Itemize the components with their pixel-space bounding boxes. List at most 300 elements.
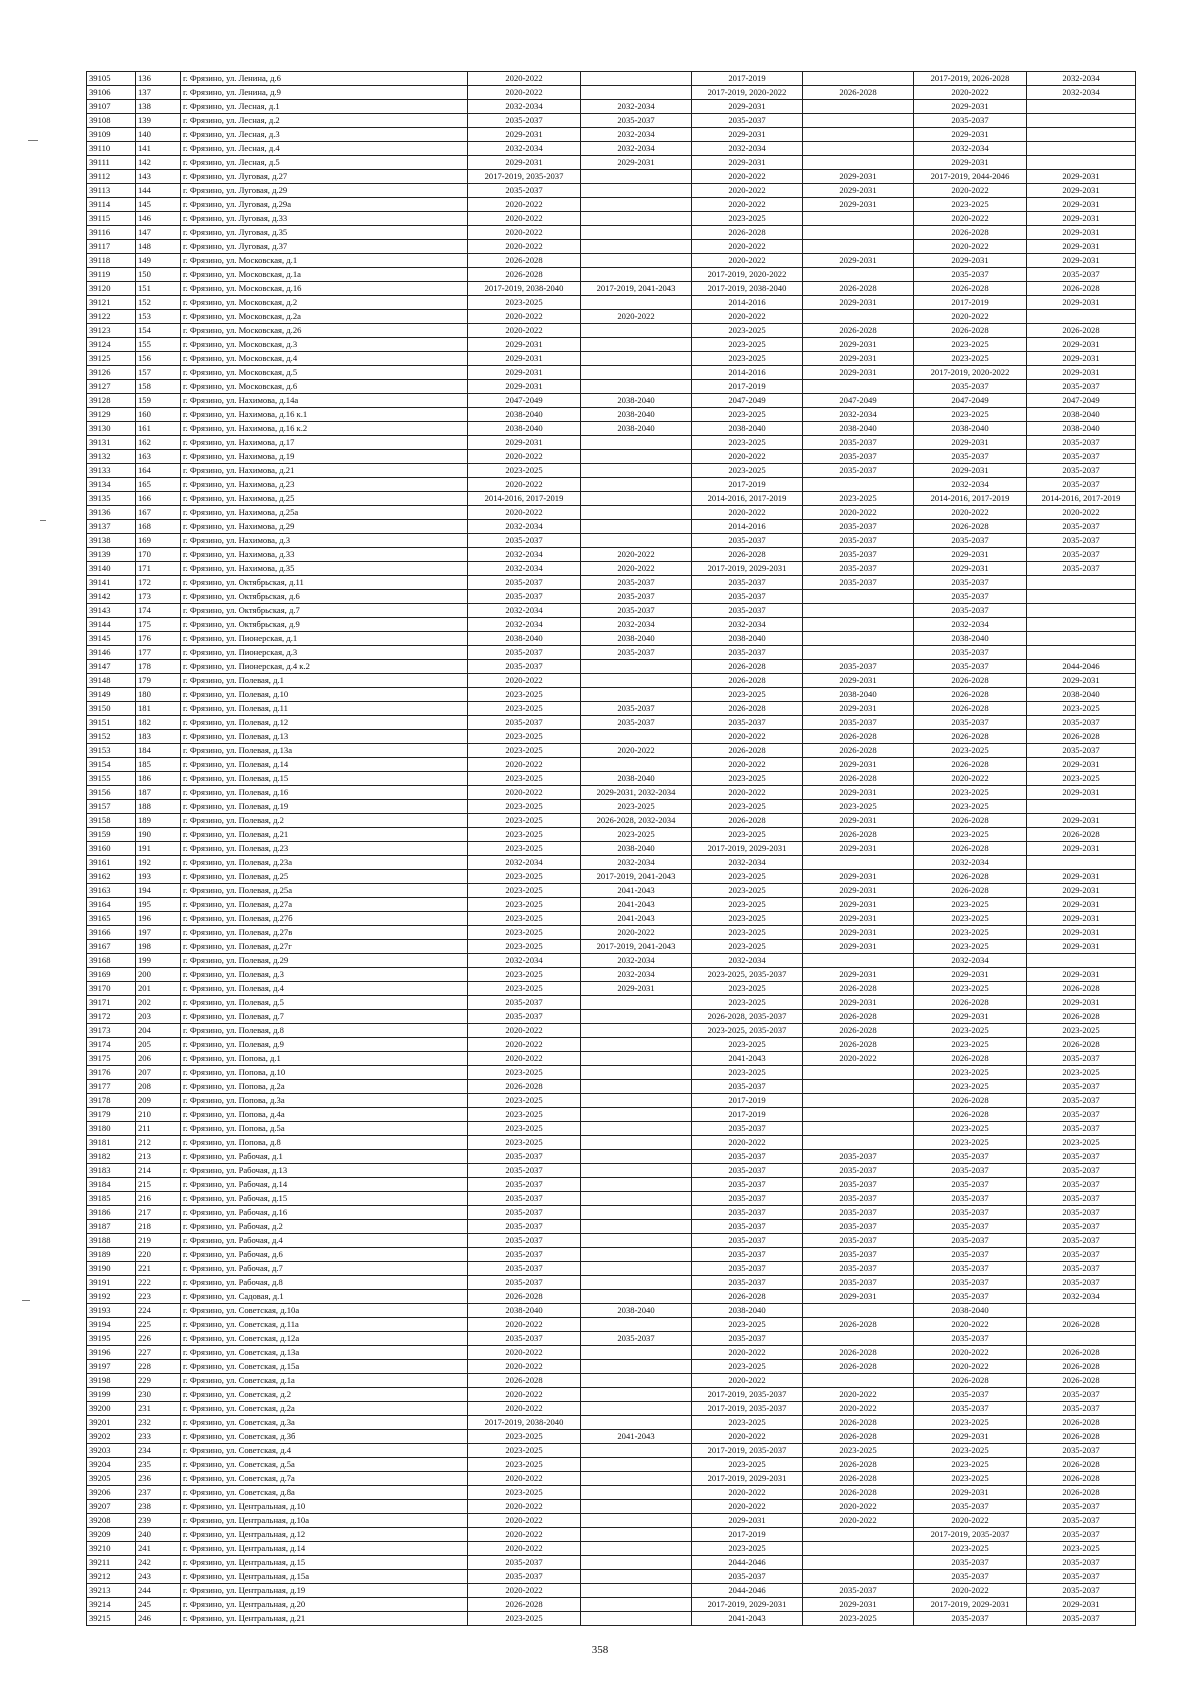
table-row [87,1192,1136,1206]
table-cell [1027,156,1136,170]
table-cell: 232 [136,1416,181,1430]
table-cell: 2026-2028 [468,1080,581,1094]
table-cell [581,520,692,534]
table-row [87,1304,1136,1318]
table-cell: 2035-2037 [692,114,803,128]
table-cell: 2023-2025 [803,800,914,814]
table-cell: 2029-2031 [1027,338,1136,352]
table-cell: 227 [136,1346,181,1360]
table-cell: 39197 [87,1360,136,1374]
table-cell: 2020-2022 [468,198,581,212]
table-cell: 2026-2028, 2035-2037 [692,1010,803,1024]
table-cell: 39202 [87,1430,136,1444]
table-cell: 2035-2037 [914,1290,1027,1304]
table-cell: 2023-2025 [468,1108,581,1122]
table-cell: 2035-2037 [1027,380,1136,394]
table-cell: 2026-2028 [1027,1038,1136,1052]
table-cell: 2029-2031 [803,674,914,688]
table-row [87,1248,1136,1262]
table-cell: 2026-2028 [1027,1458,1136,1472]
table-cell: 2023-2025 [914,1024,1027,1038]
table-cell: 203 [136,1010,181,1024]
table-cell: 39183 [87,1164,136,1178]
table-cell: г. Фрязино, ул. Центральная, д.12 [181,1528,468,1542]
table-cell: 163 [136,450,181,464]
table-row [87,352,1136,366]
table-cell: 39123 [87,324,136,338]
table-cell: г. Фрязино, ул. Нахимова, д.3 [181,534,468,548]
table-cell: 2038-2040 [803,688,914,702]
table-cell: 139 [136,114,181,128]
table-cell: г. Фрязино, ул. Советская, д.1а [181,1374,468,1388]
table-cell: 2026-2028 [803,1472,914,1486]
table-row [87,1598,1136,1612]
table-cell: 2035-2037 [914,380,1027,394]
table-cell: г. Фрязино, ул. Центральная, д.15а [181,1570,468,1584]
table-cell: 2023-2025 [468,702,581,716]
table-cell: 241 [136,1542,181,1556]
table-cell: 153 [136,310,181,324]
table-cell: 2023-2025 [914,1542,1027,1556]
table-cell: г. Фрязино, ул. Пионерская, д.4 к.2 [181,660,468,674]
table-row [87,1444,1136,1458]
table-cell: 2029-2031 [803,254,914,268]
table-cell [581,478,692,492]
table-cell: 187 [136,786,181,800]
table-cell: 2029-2031 [803,366,914,380]
table-cell: г. Фрязино, ул. Попова, д.2а [181,1080,468,1094]
table-cell: 2026-2028 [914,520,1027,534]
table-cell [803,478,914,492]
table-cell: 2029-2031 [468,380,581,394]
table-cell [581,198,692,212]
table-row [87,296,1136,310]
table-cell: 2035-2037 [468,1150,581,1164]
table-cell: 2026-2028 [914,814,1027,828]
table-cell: 161 [136,422,181,436]
table-cell: 39149 [87,688,136,702]
table-cell [581,1234,692,1248]
table-cell: 199 [136,954,181,968]
table-cell: 39129 [87,408,136,422]
table-cell: 2035-2037 [581,646,692,660]
table-cell: г. Фрязино, ул. Попова, д.4а [181,1108,468,1122]
table-cell: 2023-2025 [914,1038,1027,1052]
table-cell: 2020-2022 [692,450,803,464]
table-cell: 2032-2034 [581,618,692,632]
table-cell: 228 [136,1360,181,1374]
table-cell: 2017-2019, 2041-2043 [581,282,692,296]
table-cell: г. Фрязино, ул. Центральная, д.10а [181,1514,468,1528]
table-cell: г. Фрязино, ул. Советская, д.13а [181,1346,468,1360]
table-cell: 39140 [87,562,136,576]
table-cell: г. Фрязино, ул. Советская, д.5а [181,1458,468,1472]
table-cell: г. Фрязино, ул. Лесная, д.1 [181,100,468,114]
table-cell: 2029-2031 [914,1010,1027,1024]
table-cell: 2017-2019, 2035-2037 [692,1402,803,1416]
table-cell: 2026-2028 [803,1430,914,1444]
table-cell [803,1122,914,1136]
table-cell: 2026-2028 [914,730,1027,744]
table-cell [581,366,692,380]
table-cell [581,1276,692,1290]
table-cell: 143 [136,170,181,184]
table-cell: 2035-2037 [803,464,914,478]
table-cell: 39210 [87,1542,136,1556]
table-cell [581,534,692,548]
table-cell: г. Фрязино, ул. Московская, д.6 [181,380,468,394]
table-cell: 2026-2028 [1027,1472,1136,1486]
table-cell: 224 [136,1304,181,1318]
table-cell: 2035-2037 [692,604,803,618]
table-cell: 159 [136,394,181,408]
table-cell: 2047-2049 [803,394,914,408]
table-row [87,282,1136,296]
table-cell: 39150 [87,702,136,716]
table-row [87,1290,1136,1304]
table-cell: г. Фрязино, ул. Рабочая, д.2 [181,1220,468,1234]
table-cell: 2029-2031 [803,1290,914,1304]
table-cell: 2035-2037 [692,1570,803,1584]
table-cell: 2026-2028 [914,1052,1027,1066]
table-cell [581,1416,692,1430]
table-cell: 2020-2022 [468,1584,581,1598]
table-cell: 2023-2025 [914,800,1027,814]
table-cell: 166 [136,492,181,506]
table-cell: 2035-2037 [1027,1514,1136,1528]
table-cell: г. Фрязино, ул. Попова, д.10 [181,1066,468,1080]
table-cell: г. Фрязино, ул. Попова, д.3а [181,1094,468,1108]
table-cell [581,1528,692,1542]
table-cell: 2038-2040 [581,1304,692,1318]
table-cell: 2032-2034 [803,408,914,422]
table-cell [581,1290,692,1304]
table-cell: 2029-2031 [1027,1598,1136,1612]
table-cell: г. Фрязино, ул. Рабочая, д.1 [181,1150,468,1164]
table-row [87,114,1136,128]
table-cell: 160 [136,408,181,422]
table-cell: 2035-2037 [1027,478,1136,492]
table-cell: 2038-2040 [803,422,914,436]
table-cell: 2032-2034 [692,618,803,632]
table-cell: 2017-2019, 2041-2043 [581,940,692,954]
table-cell: 2023-2025 [692,870,803,884]
table-cell: 2023-2025 [692,688,803,702]
table-cell: 2020-2022 [914,1584,1027,1598]
table-cell: 2029-2031 [914,156,1027,170]
table-cell: г. Фрязино, ул. Полевая, д.27г [181,940,468,954]
table-cell: 2017-2019, 2038-2040 [468,1416,581,1430]
table-cell: 2023-2025 [1027,1542,1136,1556]
table-cell: 2020-2022 [803,1402,914,1416]
table-cell: г. Фрязино, ул. Полевая, д.27в [181,926,468,940]
table-row [87,380,1136,394]
table-cell: 2023-2025 [692,996,803,1010]
table-cell: г. Фрязино, ул. Луговая, д.33 [181,212,468,226]
table-cell [581,464,692,478]
table-cell [803,240,914,254]
table-cell: г. Фрязино, ул. Полевая, д.8 [181,1024,468,1038]
table-cell [581,1444,692,1458]
table-cell: 2035-2037 [692,534,803,548]
table-cell [581,674,692,688]
table-cell: 2017-2019 [692,1094,803,1108]
table-row [87,240,1136,254]
table-cell: 2029-2031 [914,548,1027,562]
table-cell: 39188 [87,1234,136,1248]
table-cell: 208 [136,1080,181,1094]
table-cell: г. Фрязино, ул. Ленина, д.9 [181,86,468,100]
table-cell: г. Фрязино, ул. Нахимова, д.25а [181,506,468,520]
table-cell: 39192 [87,1290,136,1304]
table-cell: 2020-2022 [803,1500,914,1514]
table-cell: 39136 [87,506,136,520]
table-cell: 2029-2031 [803,926,914,940]
table-cell [1027,590,1136,604]
table-cell: 39126 [87,366,136,380]
table-cell: 2023-2025 [914,1458,1027,1472]
scan-mark [28,140,38,141]
table-cell: г. Фрязино, ул. Полевая, д.4 [181,982,468,996]
table-row [87,926,1136,940]
table-cell: 221 [136,1262,181,1276]
table-cell: 155 [136,338,181,352]
table-row [87,1234,1136,1248]
table-cell: 39135 [87,492,136,506]
table-row [87,506,1136,520]
table-cell: 2026-2028 [692,744,803,758]
table-cell: 39116 [87,226,136,240]
table-cell: 2035-2037 [692,1080,803,1094]
table-cell: 202 [136,996,181,1010]
table-cell: 2029-2031 [803,786,914,800]
table-cell: г. Фрязино, ул. Октябрьская, д.11 [181,576,468,590]
table-cell: 2023-2025 [1027,1024,1136,1038]
table-cell: 2023-2025 [692,408,803,422]
table-cell [581,72,692,86]
table-cell: г. Фрязино, ул. Полевая, д.5 [181,996,468,1010]
table-cell [803,646,914,660]
table-cell [803,268,914,282]
table-cell: 39159 [87,828,136,842]
table-cell: 2026-2028 [803,744,914,758]
table-cell: г. Фрязино, ул. Нахимова, д.14а [181,394,468,408]
table-cell: 179 [136,674,181,688]
table-row [87,268,1136,282]
table-cell: г. Фрязино, ул. Советская, д.15а [181,1360,468,1374]
table-cell: 2023-2025 [692,324,803,338]
table-cell: 2023-2025, 2035-2037 [692,968,803,982]
table-cell: г. Фрязино, ул. Центральная, д.19 [181,1584,468,1598]
table-cell: 2023-2025 [692,828,803,842]
table-cell: 2023-2025 [468,688,581,702]
table-cell: г. Фрязино, ул. Рабочая, д.16 [181,1206,468,1220]
table-cell: 170 [136,548,181,562]
table-cell [803,1066,914,1080]
table-cell: 2026-2028 [468,254,581,268]
table-cell [803,632,914,646]
table-cell: 39206 [87,1486,136,1500]
table-cell: 2035-2037 [803,450,914,464]
table-cell: 2035-2037 [468,1570,581,1584]
table-cell [581,1346,692,1360]
table-cell: 2032-2034 [468,562,581,576]
table-cell: 2026-2028 [1027,1416,1136,1430]
table-cell: 2026-2028 [914,282,1027,296]
table-cell [803,604,914,618]
table-cell: 39185 [87,1192,136,1206]
table-cell: 189 [136,814,181,828]
table-cell: 2020-2022 [803,506,914,520]
table-row [87,422,1136,436]
table-cell: 2035-2037 [468,716,581,730]
table-row [87,1332,1136,1346]
table-cell: 2029-2031 [1027,352,1136,366]
table-cell: 2041-2043 [692,1612,803,1626]
table-cell: 2029-2031 [1027,842,1136,856]
table-cell: 164 [136,464,181,478]
table-cell: 2035-2037 [803,1164,914,1178]
table-cell: 2032-2034 [914,478,1027,492]
table-cell: 39141 [87,576,136,590]
table-cell: 2020-2022 [914,772,1027,786]
table-cell: 2035-2037 [468,1164,581,1178]
table-cell: 142 [136,156,181,170]
table-row [87,1374,1136,1388]
table-cell: 2029-2031 [1027,814,1136,828]
table-cell: г. Фрязино, ул. Рабочая, д.8 [181,1276,468,1290]
table-cell: 39158 [87,814,136,828]
table-cell: 2017-2019, 2035-2037 [692,1388,803,1402]
table-cell: 2023-2025 [468,1430,581,1444]
table-cell: 2035-2037 [468,114,581,128]
table-cell [581,660,692,674]
table-cell: 2026-2028 [468,1290,581,1304]
table-row [87,884,1136,898]
table-cell [581,86,692,100]
table-cell: 2038-2040 [692,1304,803,1318]
table-cell: 2029-2031 [1027,226,1136,240]
table-cell: 2035-2037 [914,1234,1027,1248]
table-cell [803,212,914,226]
table-cell [1027,1304,1136,1318]
table-cell [581,268,692,282]
table-cell: 39204 [87,1458,136,1472]
table-cell: 2014-2016 [692,520,803,534]
table-row [87,1318,1136,1332]
table-cell: 176 [136,632,181,646]
table-cell: 2020-2022 [692,1430,803,1444]
page-number: 358 [591,1644,609,1656]
table-cell: 2023-2025 [692,912,803,926]
table-row [87,1458,1136,1472]
table-cell: 223 [136,1290,181,1304]
table-cell: 2047-2049 [692,394,803,408]
table-cell [581,450,692,464]
table-cell: 39127 [87,380,136,394]
table-cell: 2023-2025 [468,968,581,982]
table-cell: 2020-2022 [468,1528,581,1542]
table-row [87,996,1136,1010]
table-cell: 2029-2031 [914,968,1027,982]
table-cell: 2020-2022 [692,1374,803,1388]
table-cell: г. Фрязино, ул. Полевая, д.23а [181,856,468,870]
table-cell: 242 [136,1556,181,1570]
table-cell: 2047-2049 [914,394,1027,408]
table-cell: 2026-2028 [1027,282,1136,296]
table-cell: 2035-2037 [468,184,581,198]
table-cell: 2032-2034 [581,968,692,982]
table-cell: 196 [136,912,181,926]
table-cell: г. Фрязино, ул. Луговая, д.37 [181,240,468,254]
table-cell: г. Фрязино, ул. Полевая, д.13 [181,730,468,744]
table-cell: 39215 [87,1612,136,1626]
table-cell: 200 [136,968,181,982]
table-cell [1027,114,1136,128]
table-cell: 2041-2043 [581,912,692,926]
table-row [87,86,1136,100]
table-cell: 2038-2040 [1027,408,1136,422]
table-cell: 234 [136,1444,181,1458]
table-row [87,1010,1136,1024]
table-cell: 2020-2022 [692,254,803,268]
table-cell: 2035-2037 [1027,548,1136,562]
table-cell: 39122 [87,310,136,324]
table-cell: 2023-2025 [468,800,581,814]
table-cell: 2023-2025 [692,926,803,940]
table-cell: 216 [136,1192,181,1206]
table-cell: 2026-2028 [692,814,803,828]
table-cell: 2023-2025 [468,898,581,912]
table-cell: 220 [136,1248,181,1262]
table-cell: г. Фрязино, ул. Полевая, д.27а [181,898,468,912]
table-cell: 39113 [87,184,136,198]
table-row [87,310,1136,324]
table-cell [803,1528,914,1542]
table-cell: 2020-2022 [468,450,581,464]
table-cell: 2029-2031 [914,436,1027,450]
table-cell: 2029-2031 [803,870,914,884]
table-cell: 2020-2022 [468,786,581,800]
table-cell: 2032-2034 [468,520,581,534]
table-cell: 2026-2028 [914,1108,1027,1122]
table-cell: 2038-2040 [1027,688,1136,702]
table-row [87,464,1136,478]
table-cell: 39128 [87,394,136,408]
table-cell: 2020-2022 [468,310,581,324]
table-cell: 2035-2037 [803,660,914,674]
table-cell: 2023-2025 [692,352,803,366]
table-cell: 39184 [87,1178,136,1192]
table-cell: 214 [136,1164,181,1178]
table-cell: 2035-2037 [1027,1248,1136,1262]
table-cell: 39207 [87,1500,136,1514]
table-cell: 2026-2028 [1027,1360,1136,1374]
table-cell: 2023-2025 [468,1444,581,1458]
table-row [87,702,1136,716]
table-cell: 2032-2034 [1027,1290,1136,1304]
table-cell: 148 [136,240,181,254]
scan-mark [40,520,46,521]
table-cell: 2035-2037 [1027,1612,1136,1626]
table-cell: г. Фрязино, ул. Попова, д.5а [181,1122,468,1136]
table-cell: 39186 [87,1206,136,1220]
table-cell: 39178 [87,1094,136,1108]
table-cell: 39208 [87,1514,136,1528]
table-cell: 2035-2037 [914,1556,1027,1570]
table-cell [581,1248,692,1262]
table-cell: г. Фрязино, ул. Садовая, д.1 [181,1290,468,1304]
